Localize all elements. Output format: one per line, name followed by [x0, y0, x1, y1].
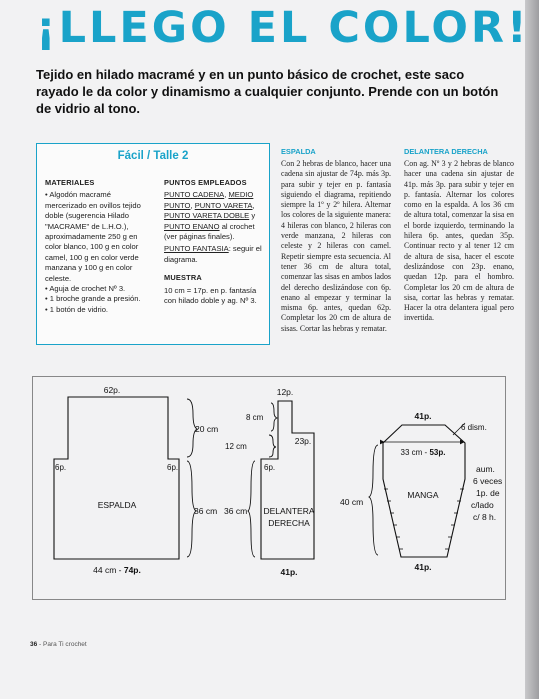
pattern-svg	[33, 377, 505, 599]
back-label: ESPALDA	[97, 500, 137, 510]
front-text: Con ag. Nº 3 y 2 hebras de blanco hacer una cadena sin ajustar de 41p. más 3p. para subir y tejer en p. fantasía. Alternar los colores como en la espalda. A los 36 cm de altura total, comenzar la sisa en el borde izquierdo, terminando la hilera 6p. antes, quedan 35p. Continuar recto y al tener 12 cm de altura de sisa, hacer el escote deslizándose con 23p. enano, quedan 12p. para el hombro. Completar los 20 cm de altura de sisa, cortar las hebras y rematar. Hacer la otra delantera igual pero invertida.	[404, 159, 514, 323]
front-neck-width: 23p.	[294, 436, 312, 446]
front-title: DELANTERA DERECHA	[404, 147, 488, 156]
back-piece	[54, 385, 218, 575]
material-item: • Aguja de crochet Nº 3.	[45, 284, 126, 294]
stitch-link[interactable]: PUNTO CADENA	[164, 190, 225, 200]
fantasia-note: : seguir el diagrama.	[164, 244, 262, 264]
sleeve-decrease-note: 6 dism.	[461, 423, 487, 432]
publication-name: - Para Ti crochet	[37, 641, 87, 648]
front-shoulder-width: 12p.	[276, 387, 294, 397]
front-side: 6p.	[264, 463, 276, 472]
sleeve-increase-line: aum.	[476, 464, 495, 474]
front-instructions	[404, 147, 514, 324]
front-bottom-width: 41p.	[280, 567, 298, 577]
stitch-link[interactable]: PUNTO VARETA	[194, 200, 253, 210]
sleeve-height: 40 cm	[340, 497, 364, 507]
back-text: Con 2 hebras de blanco, hacer una cadena sin ajustar de 74p. más 3p. para subir y tejer en p. fantasía siguiendo el diagrama, repitiendo siempre la 1º y 2º hilera. Alternar los colores de la siguiente manera: 4 hileras con blanco, 2 hileras con verde manzana, 2 hileras con celeste y 2 hileras con camel. Repetir siempre esta secuencia. Al tener 36 cm de altura total, comenzar las sisas en ambos lados del derecho deslizándose con 6p. enano al empezar y terminar la misma 6p. antes, quedan 62p. Completar los 20 cm de altura de sisas. Cortar las hebras y rematar.	[281, 159, 391, 333]
gauge-title: MUESTRA	[164, 273, 202, 283]
sleeve-top-width: 41p.	[414, 411, 432, 421]
sleeve-label: MANGA	[407, 490, 439, 500]
sleeve-width: 33 cm - 53p.	[400, 448, 446, 457]
sleeve-bottom-width: 41p.	[414, 562, 432, 572]
sleeve-increase-line: 1p. de	[476, 488, 500, 498]
page-gutter	[525, 0, 539, 699]
page-footer	[30, 641, 87, 648]
front-label-1: DELANTERA	[263, 506, 315, 516]
sleeve-increase-line: c/lado	[471, 500, 494, 510]
page-number: 36	[30, 641, 38, 648]
stitches-section: PUNTOS EMPLEADOS PUNTO CADENA, MEDIO PUNTO, PUNTO VARETA, PUNTO VARETA DOBLE y PUNTO ENANO al crochet (ver páginas finales). PUNTO FANTASIA: seguir el diagrama. MUESTRA 10 cm = 17p. en p. fantasía con hilado doble y ag. Nº 3.	[164, 178, 264, 306]
sleeve-increase-line: c/ 8 h.	[473, 512, 497, 522]
back-instructions	[281, 147, 391, 334]
intro-text: Tejido en hilado macramé y en un punto básico de crochet, este saco rayado le da color y dinamismo a cualquier conjunto. Prende con un botón de vidrio al tono.	[36, 67, 499, 116]
stitch-link[interactable]: PUNTO ENANO	[164, 221, 220, 231]
back-title: ESPALDA	[281, 147, 316, 156]
front-piece	[224, 387, 315, 577]
front-label-2: DERECHA	[268, 518, 310, 528]
sleeve-increase-line: 6 veces	[473, 476, 503, 486]
materials-section	[45, 178, 149, 315]
gauge-text: 10 cm = 17p. en p. fantasía con hilado doble y ag. Nº 3.	[164, 285, 257, 306]
stitch-link-fantasia[interactable]: PUNTO FANTASIA	[164, 244, 229, 254]
back-side-right: 6p.	[167, 463, 179, 472]
difficulty-heading: Fácil / Talle 2	[117, 150, 189, 162]
front-armhole-height: 12 cm	[225, 442, 247, 451]
back-bottom-width: 44 cm - 74p.	[93, 565, 141, 575]
back-top-width: 62p.	[103, 385, 121, 395]
page-title: ¡LLEGO EL COLOR!	[36, 3, 530, 53]
material-item: • 1 broche grande a presión.	[45, 294, 141, 304]
info-box	[36, 143, 270, 345]
materials-title: MATERIALES	[45, 178, 95, 187]
stitches-note: al crochet (ver páginas finales).	[164, 221, 255, 242]
back-side-left: 6p.	[55, 463, 67, 472]
stitch-link[interactable]: PUNTO VARETA DOBLE	[164, 211, 250, 221]
stitch-link[interactable]: MEDIO PUNTO	[164, 190, 254, 210]
front-neck-height: 8 cm	[246, 413, 264, 422]
stitches-title: PUNTOS EMPLEADOS	[164, 178, 247, 187]
material-item: • 1 botón de vidrio.	[45, 304, 109, 314]
pattern-diagram	[32, 376, 506, 600]
back-armhole-height: 20 cm	[195, 424, 219, 434]
back-body-height: 36 cm	[194, 506, 218, 516]
sleeve-piece	[340, 411, 502, 572]
material-item: • Algodón macramé mercerizado en ovillos tejido doble (sugerencia Hilado "MACRAME" de L.H.O.), aproximadamente 250 g en color blanco, 100 g en color camel, 100 g en color verde manzana y 100 g en color celeste.	[45, 190, 141, 283]
front-body-height: 36 cm	[224, 506, 248, 516]
